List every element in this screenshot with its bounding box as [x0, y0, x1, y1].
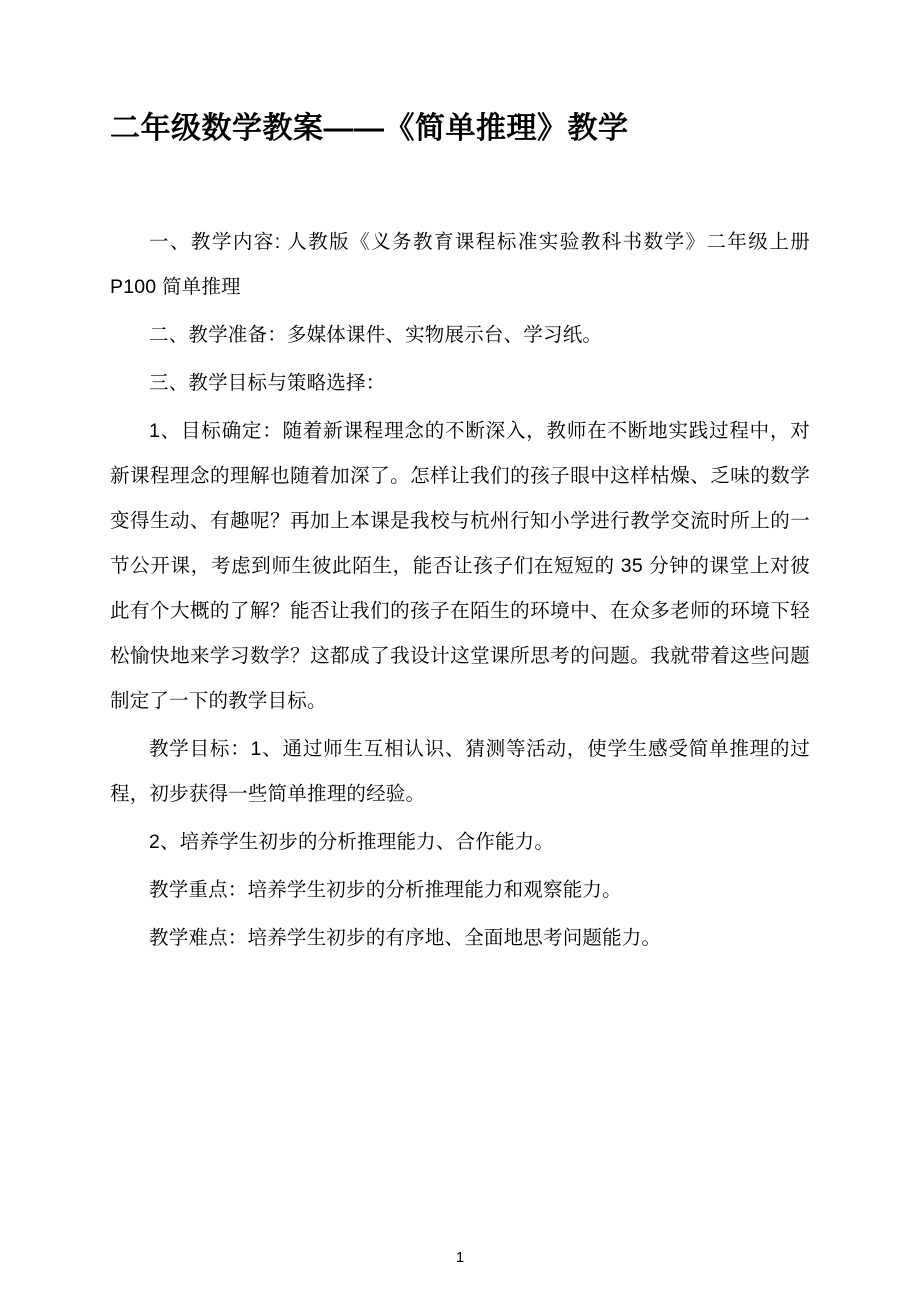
document-body [110, 220, 810, 961]
paragraph-teaching-goal-1: 教学目标：1、通过师生互相认识、猜测等活动，使学生感受简单推理的过程，初步获得一些简单推理的经验。 [110, 738, 810, 805]
page-number: 1 [455, 1249, 465, 1266]
paragraph-key-point: 教学重点：培养学生初步的分析推理能力和观察能力。 [149, 879, 622, 901]
paragraph-teaching-goal-2: 2、培养学生初步的分析推理能力、合作能力。 [149, 831, 555, 853]
paragraph-goal-determination: 1、目标确定：随着新课程理念的不断深入，教师在不断地实践过程中，对新课程理念的理解也随着加深了。怎样让我们的孩子眼中这样枯燥、乏味的数学变得生动、有趣呢？再加上本课是我校与杭州行知小学进行教学交流时所上的一节公开课，考虑到师生彼此陌生，能否让孩子们在短短的 35 分钟的课堂上对彼此有个大概的了解？能否让我们的孩子在陌生的环境中、在众多老师的环境下轻松愉快地来学习数学？这都成了我设计这堂课所思考的问题。我就带着这些问题制定了一下的教学目标。 [110, 420, 810, 712]
paragraph-difficult-point: 教学难点：培养学生初步的有序地、全面地思考问题能力。 [149, 927, 662, 949]
page-title: 二年级数学教案——《简单推理》教学 [110, 112, 629, 145]
paragraph-teaching-preparation: 二、教学准备：多媒体课件、实物展示台、学习纸。 [149, 324, 603, 346]
paragraph-goals-heading: 三、教学目标与策略选择： [149, 372, 386, 394]
paragraph-teaching-content: 一、教学内容: 人教版《义务教育课程标准实验教科书数学》二年级上册 P100 简单推理 [110, 231, 810, 298]
